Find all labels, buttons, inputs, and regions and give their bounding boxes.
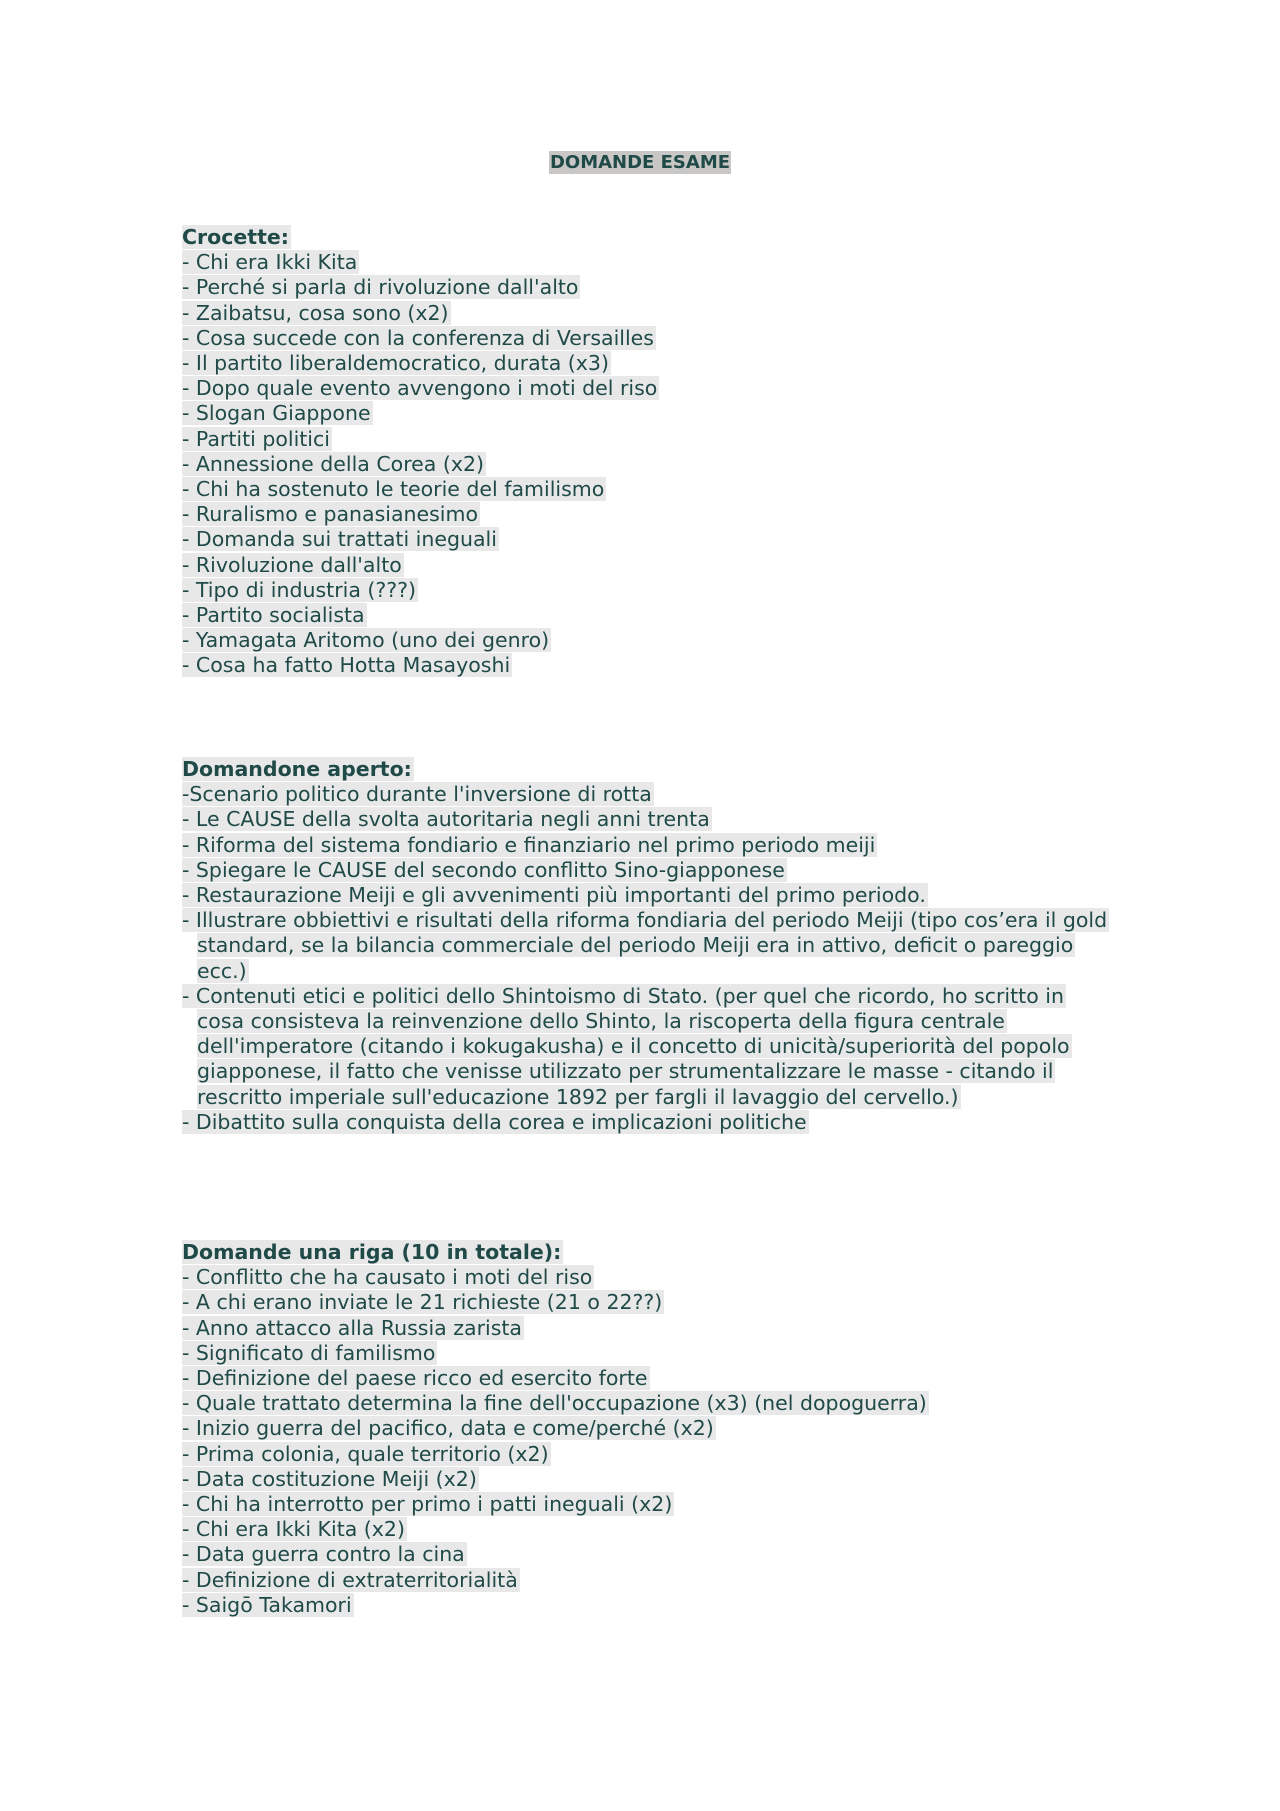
document-title: DOMANDE ESAME <box>549 152 731 173</box>
list-item: - Data guerra contro la cina <box>182 1542 465 1567</box>
list-item: - Il partito liberaldemocratico, durata (x3) <box>182 351 609 376</box>
list-item: - Saigō Takamori <box>182 1592 352 1617</box>
list-item: - Riforma del sistema fondiario e finanziario nel primo periodo meiji <box>182 832 876 857</box>
list-item: -Scenario politico durante l'inversione di rotta <box>182 782 652 807</box>
section-heading: Domandone aperto: <box>182 757 412 781</box>
list-item: - Tipo di industria (???) <box>182 577 417 602</box>
list-item: - Definizione di extraterritorialità <box>182 1567 518 1592</box>
list-item: - Cosa succede con la conferenza di Versailles <box>182 325 654 350</box>
list-item: - Illustrare obbiettivi e risultati della riforma fondiaria del periodo Meiji (tipo cos’era il gold standard, se la bilancia commerciale del periodo Meiji era in attivo, deficit o pareggio ecc.) <box>182 908 1108 983</box>
list-item: - Contenuti etici e politici dello Shintoismo di Stato. (per quel che ricordo, ho scritto in cosa consisteva la reinvenzione dello Shinto, la riscoperta della figura centrale dell'imperatore (citando i kokugakusha) e il concetto di unicità/superiorità del popolo giapponese, il fatto che venisse utilizzato per strumentalizzare le masse - citando il rescritto imperiale sull'educazione 1892 per fargli il lavaggio del cervello.) <box>182 983 1070 1109</box>
section-heading: Crocette: <box>182 225 289 249</box>
list-item: - Chi era Ikki Kita <box>182 250 358 275</box>
list-item: - Significato di familismo <box>182 1340 436 1365</box>
list-item: - Restaurazione Meiji e gli avvenimenti più importanti del primo periodo. <box>182 883 926 908</box>
list-item: - Rivoluzione dall'alto <box>182 552 402 577</box>
list-item: - Chi ha interrotto per primo i patti ineguali (x2) <box>182 1492 673 1517</box>
section-domandone-aperto <box>182 757 1112 1135</box>
list-item: - Domanda sui trattati ineguali <box>182 527 497 552</box>
list-item: - Zaibatsu, cosa sono (x2) <box>182 300 449 325</box>
list-item: - Annessione della Corea (x2) <box>182 451 485 476</box>
list-item: - Dibattito sulla conquista della corea e implicazioni politiche <box>182 1109 807 1134</box>
list-item: - Definizione del paese ricco ed esercito forte <box>182 1366 648 1391</box>
list-item: - Dopo quale evento avvengono i moti del riso <box>182 376 658 401</box>
list-item: - Partiti politici <box>182 426 330 451</box>
list-item: - Spiegare le CAUSE del secondo conflitto Sino-giapponese <box>182 857 785 882</box>
document-title-block <box>0 151 1280 175</box>
section-heading: Domande una riga (10 in totale): <box>182 1240 562 1264</box>
section-domande-una-riga <box>182 1240 1112 1618</box>
list-item: - Inizio guerra del pacifico, data e come/perché (x2) <box>182 1416 714 1441</box>
list-item: - Data costituzione Meiji (x2) <box>182 1466 477 1491</box>
list-item: - A chi erano inviate le 21 richieste (21 o 22??) <box>182 1290 663 1315</box>
list-item: - Le CAUSE della svolta autoritaria negli anni trenta <box>182 807 710 832</box>
list-item: - Ruralismo e panasianesimo <box>182 502 479 527</box>
list-item: - Slogan Giappone <box>182 401 371 426</box>
list-item: - Chi era Ikki Kita (x2) <box>182 1517 405 1542</box>
list-item: - Anno attacco alla Russia zarista <box>182 1315 522 1340</box>
list-item: - Cosa ha fatto Hotta Masayoshi <box>182 653 511 678</box>
list-item: - Partito socialista <box>182 603 365 628</box>
section-crocette <box>182 225 1112 679</box>
list-item: - Conflitto che ha causato i moti del riso <box>182 1265 593 1290</box>
list-item: - Prima colonia, quale territorio (x2) <box>182 1441 549 1466</box>
list-item: - Yamagata Aritomo (uno dei genro) <box>182 628 550 653</box>
list-item: - Perché si parla di rivoluzione dall'alto <box>182 275 579 300</box>
list-item: - Quale trattato determina la fine dell'occupazione (x3) (nel dopoguerra) <box>182 1391 927 1416</box>
list-item: - Chi ha sostenuto le teorie del familismo <box>182 477 605 502</box>
